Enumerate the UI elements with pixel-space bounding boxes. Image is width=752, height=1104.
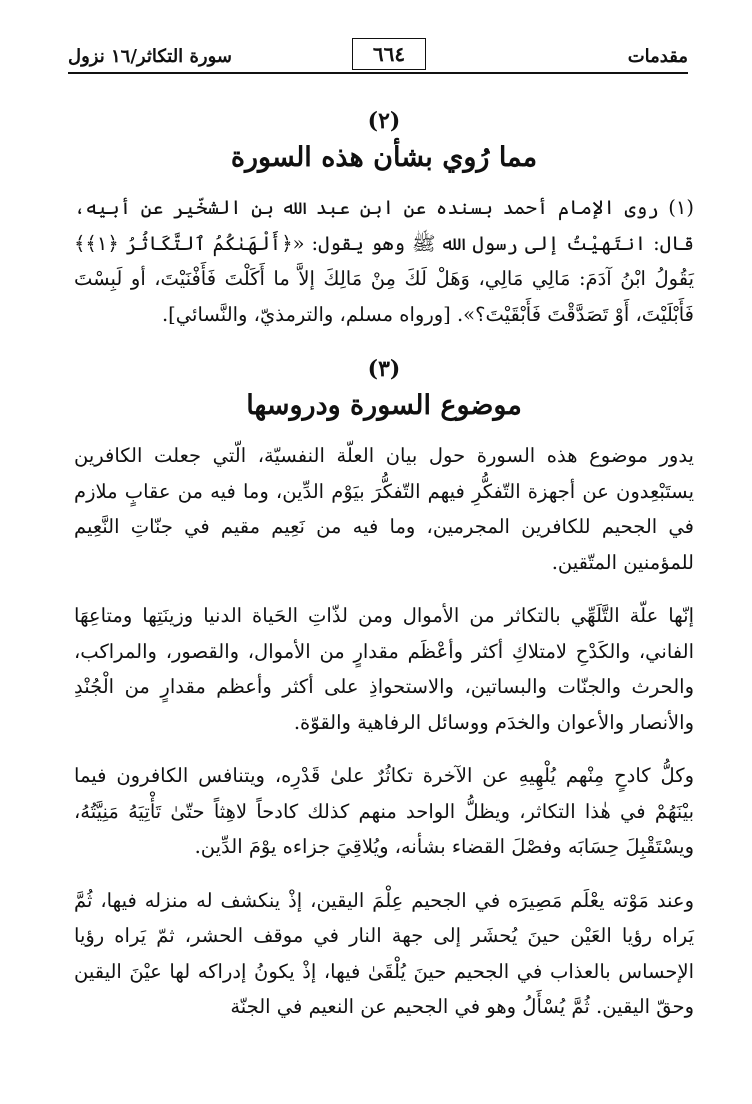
section-title: مما رُوي بشأن هذه السورة: [230, 142, 538, 173]
section-name: مقدمات: [627, 46, 688, 67]
section-number: (٢): [367, 108, 401, 134]
section-title: موضوع السورة ودروسها: [246, 390, 522, 421]
paragraph: يدور موضوع هذه السورة حول بيان العلّة النفسيّة، الّتي جعلت الكافرين يستَبْعِدون عن أجهزة التّفكُّرِ فيهم التّفكُّرَ بيَوْم الدِّين، وما فيه من عقابٍ ملازم في الجحيم للكافرين المجرمين، وما فيه من نَعِيم مقيم في جنّاتِ النَّعِيم للمؤمنين المتّقين.: [74, 444, 694, 574]
paragraph: (١) روى الإمام أحمد بسنده عن ابن عبد الله بن الشخّير عن أبيه، قال: انتَهيْتُ إلى رسول الله ﷺ وهو يقول: «﴿أَلْهَىٰكُمُ ٱلتَّكَاثُرُ ﴿١﴾﴾ يَقُولُ ابْنُ آدَمَ: مَالِي مَالِي، وَهَلْ لَكَ مِنْ مَالِكَ إلاَّ ما أَكَلْتَ فَأَفْنَيْتَ، أو لَبِسْتَ فَأَبْلَيْتَ، أَوْ تَصَدَّقْتَ فَأَبْقَيْتَ؟». [ورواه مسلم، والترمذيّ، والنَّسائي].: [74, 196, 694, 326]
surah-info: سورة التكاثر/١٦ نزول: [68, 46, 232, 67]
paragraph: وكلُّ كادحٍ مِنْهم يُلْهِيهِ عن الآخرة تكاثُرٌ علىٰ قَدْرِه، ويتنافس الكافرون فيما بيْنَهُمْ في هٰذا التكاثر، ويظلُّ الواحد منهم كذلك كادحاً لاهِثاً حتّىٰ تَأْتِيَهُ مَنِيَّتُهُ، ويسْتَقْبِلَ حِسَابَه وفصْلَ القضاء بشأنه، ويُلاقِيَ جزاءه يوْمَ الدِّين.: [74, 764, 694, 858]
page-number: ٦٦٤: [352, 38, 426, 70]
section-number: (٣): [367, 356, 401, 382]
paragraph: إنّها علّة التَّلَهِّي بالتكاثر من الأموال ومن لذّاتِ الحَياة الدنيا وزينَتِها ومتاعِهَا الفاني، والكَدْحِ لامتلاكِ أكثر وأعْظَم مقدارٍ من الأموال، والقصور، والمراكب، والحرث والجنّات والبساتين، والاستحواذِ على أكثر وأعظم مقدارٍ من الْجُنْدِ والأنصار والأعوان والخدَم ووسائل الرفاهية والقوّة.: [74, 604, 694, 734]
paragraph: وعند مَوْته يعْلَم مَصِيرَه في الجحيم عِلْمَ اليقين، إذْ ينكشف له منزله فيها، ثُمَّ يَراه رؤيا العَيْن حينَ يُحشَر إلى جهة النار في موقف الحشر، ثمّ يَراه رؤيا الإحساس بالعذاب في الجحيم حينَ يُلْقَىٰ فيها، إذْ يكونُ إدراكه لها عيْنَ اليقين وحقّ اليقين. ثُمَّ يُسْأَلُ وهو في الجحيم عن النعيم في الجنّة: [74, 888, 694, 1018]
running-header: [68, 34, 688, 74]
page-body: [74, 104, 694, 1025]
header-rule: [68, 72, 688, 74]
